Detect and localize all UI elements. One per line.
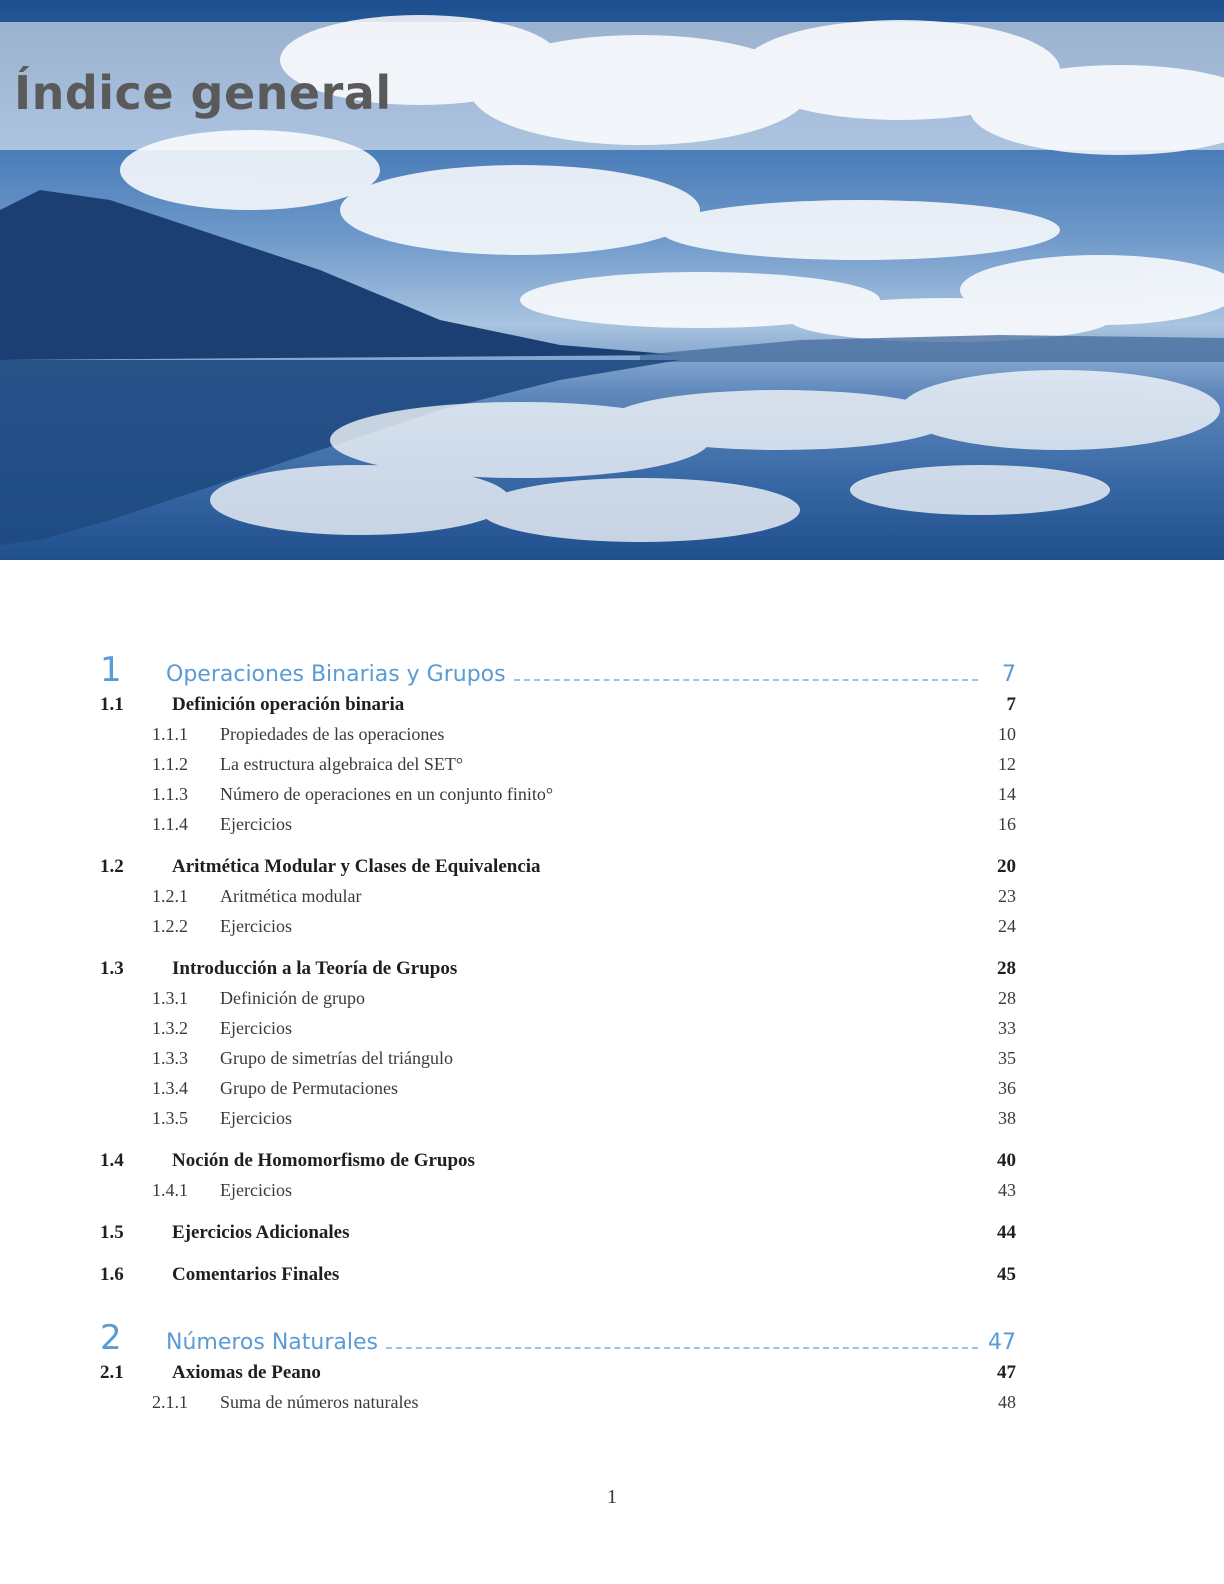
subsection-title[interactable]: Definición de grupo	[220, 988, 365, 1008]
toc-subsection[interactable]	[100, 1108, 1016, 1138]
toc-section[interactable]	[100, 856, 1016, 886]
subsection-title[interactable]: Grupo de Permutaciones	[220, 1078, 398, 1098]
subsection-page: 35	[998, 1048, 1016, 1068]
subsection-title[interactable]: La estructura algebraica del SET°	[220, 754, 464, 774]
subsection-number: 1.1.2	[152, 754, 188, 774]
section-number: 1.2	[100, 856, 124, 877]
subsection-title[interactable]: Ejercicios	[220, 1180, 292, 1200]
section-page: 45	[997, 1264, 1016, 1285]
section-number: 2.1	[100, 1362, 124, 1383]
section-number: 1.4	[100, 1150, 124, 1171]
section-page: 44	[997, 1222, 1016, 1243]
chapter-number: 2	[100, 1318, 122, 1358]
section-title[interactable]: Comentarios Finales	[172, 1264, 340, 1285]
section-page: 28	[997, 958, 1016, 979]
subsection-number: 1.3.2	[152, 1018, 188, 1038]
subsection-title[interactable]: Ejercicios	[220, 1018, 292, 1038]
subsection-title[interactable]: Suma de números naturales	[220, 1392, 419, 1412]
section-number: 1.3	[100, 958, 124, 979]
subsection-number: 1.1.4	[152, 814, 188, 834]
toc-subsection[interactable]	[100, 754, 1016, 784]
section-page: 20	[997, 856, 1016, 877]
toc-subsection[interactable]	[100, 814, 1016, 844]
section-title[interactable]: Definición operación binaria	[172, 694, 405, 715]
subsection-number: 1.2.2	[152, 916, 188, 936]
subsection-page: 10	[998, 724, 1016, 744]
section-number: 1.6	[100, 1264, 124, 1285]
subsection-title[interactable]: Propiedades de las operaciones	[220, 724, 445, 744]
subsection-title[interactable]: Ejercicios	[220, 916, 292, 936]
section-number: 1.1	[100, 694, 124, 715]
subsection-page: 43	[998, 1180, 1016, 1200]
title-band	[0, 22, 1224, 150]
subsection-number: 1.3.1	[152, 988, 188, 1008]
toc-section[interactable]	[100, 958, 1016, 988]
subsection-number: 1.1.3	[152, 784, 188, 804]
chapter-title[interactable]: Números Naturales	[166, 1330, 378, 1355]
subsection-title[interactable]: Número de operaciones en un conjunto finito°	[220, 784, 554, 804]
section-title[interactable]: Axiomas de Peano	[172, 1362, 321, 1383]
subsection-page: 33	[998, 1018, 1016, 1038]
subsection-page: 14	[998, 784, 1016, 804]
chapter-page: 7	[1002, 662, 1016, 687]
subsection-page: 28	[998, 988, 1016, 1008]
toc-subsection[interactable]	[100, 988, 1016, 1018]
toc-subsection[interactable]	[100, 886, 1016, 916]
toc-section[interactable]	[100, 1222, 1016, 1252]
subsection-number: 1.1.1	[152, 724, 188, 744]
section-page: 7	[1006, 694, 1016, 715]
subsection-number: 1.4.1	[152, 1180, 188, 1200]
subsection-page: 36	[998, 1078, 1016, 1098]
toc-subsection[interactable]	[100, 784, 1016, 814]
subsection-page: 48	[998, 1392, 1016, 1412]
chapter-number: 1	[100, 650, 122, 690]
toc-subsection[interactable]	[100, 724, 1016, 754]
section-title[interactable]: Introducción a la Teoría de Grupos	[172, 958, 458, 979]
subsection-title[interactable]: Ejercicios	[220, 814, 292, 834]
section-page: 40	[997, 1150, 1016, 1171]
toc-subsection[interactable]	[100, 916, 1016, 946]
page-number: 1	[607, 1486, 617, 1508]
subsection-title[interactable]: Ejercicios	[220, 1108, 292, 1128]
dot-leader	[514, 679, 978, 681]
subsection-number: 1.3.3	[152, 1048, 188, 1068]
page-title: Índice general	[14, 66, 392, 120]
subsection-page: 16	[998, 814, 1016, 834]
subsection-page: 12	[998, 754, 1016, 774]
subsection-page: 24	[998, 916, 1016, 936]
toc-chapter[interactable]	[100, 650, 1016, 694]
subsection-number: 1.2.1	[152, 886, 188, 906]
subsection-page: 23	[998, 886, 1016, 906]
header-photo	[0, 0, 1224, 560]
section-title[interactable]: Aritmética Modular y Clases de Equivalencia	[172, 856, 541, 877]
toc-section[interactable]	[100, 694, 1016, 724]
toc-section[interactable]	[100, 1264, 1016, 1294]
chapter-page: 47	[988, 1330, 1016, 1355]
subsection-number: 1.3.4	[152, 1078, 188, 1098]
section-title[interactable]: Noción de Homomorfismo de Grupos	[172, 1150, 475, 1171]
toc-subsection[interactable]	[100, 1180, 1016, 1210]
toc-subsection[interactable]	[100, 1048, 1016, 1078]
section-number: 1.5	[100, 1222, 124, 1243]
section-page: 47	[997, 1362, 1016, 1383]
toc-section[interactable]	[100, 1150, 1016, 1180]
toc-section[interactable]	[100, 1362, 1016, 1392]
subsection-number: 2.1.1	[152, 1392, 188, 1412]
toc-subsection[interactable]	[100, 1392, 1016, 1422]
toc-chapter[interactable]	[100, 1318, 1016, 1362]
table-of-contents	[100, 650, 1016, 1422]
toc-subsection[interactable]	[100, 1078, 1016, 1108]
subsection-page: 38	[998, 1108, 1016, 1128]
subsection-title[interactable]: Grupo de simetrías del triángulo	[220, 1048, 453, 1068]
subsection-title[interactable]: Aritmética modular	[220, 886, 362, 906]
toc-subsection[interactable]	[100, 1018, 1016, 1048]
section-title[interactable]: Ejercicios Adicionales	[172, 1222, 350, 1243]
subsection-number: 1.3.5	[152, 1108, 188, 1128]
dot-leader	[386, 1347, 978, 1349]
chapter-title[interactable]: Operaciones Binarias y Grupos	[166, 662, 506, 687]
